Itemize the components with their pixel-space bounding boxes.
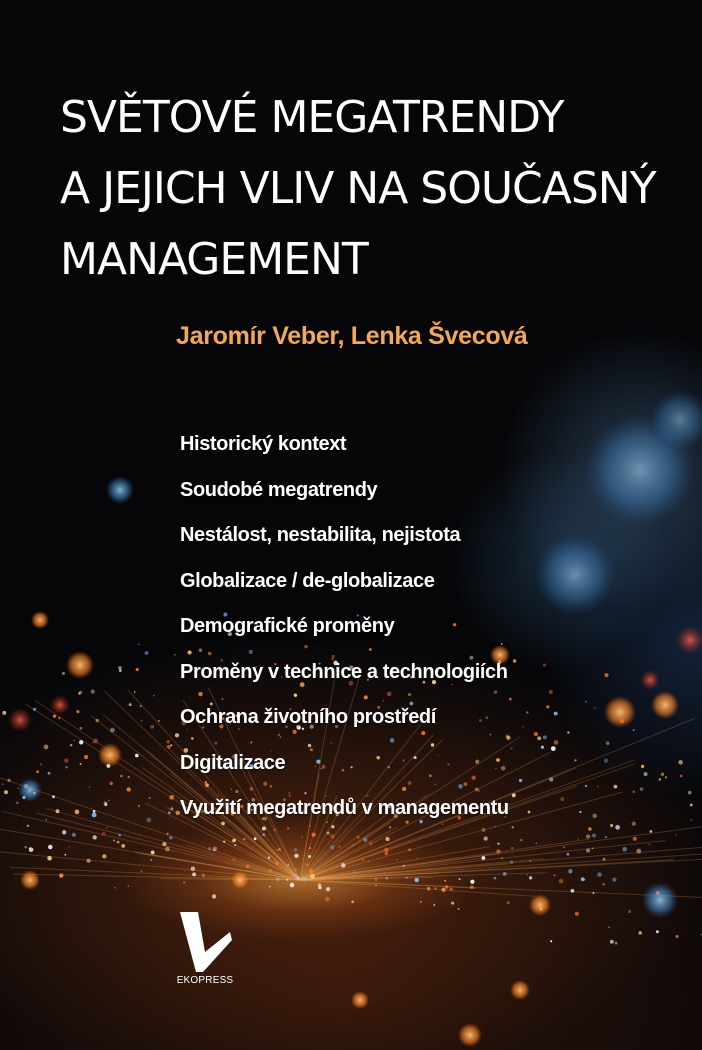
book-title xyxy=(60,82,656,295)
topic-item: Digitalizace xyxy=(180,751,286,774)
title-line-2: A JEJICH VLIV NA SOUČASNÝ xyxy=(60,163,656,214)
topic-item: Demografické proměny xyxy=(180,615,395,637)
publisher-name: EKOPRESS xyxy=(176,975,234,986)
publisher-checkmark-icon xyxy=(178,912,232,972)
topic-item: Využití megatrendů v managementu xyxy=(180,797,509,819)
topic-item: Proměny v technice a technologiích xyxy=(180,660,508,683)
topic-item: Ochrana životního prostředí xyxy=(180,706,436,728)
book-authors: Jaromír Veber, Lenka Švecová xyxy=(176,322,528,350)
topic-item: Globalizace / de-globalizace xyxy=(180,569,435,592)
publisher-logo xyxy=(170,912,240,992)
topic-item: Historický kontext xyxy=(180,433,347,455)
topic-item: Soudobé megatrendy xyxy=(180,478,378,501)
topic-item: Nestálost, nestabilita, nejistota xyxy=(180,524,461,546)
title-line-3: MANAGEMENT xyxy=(60,234,368,285)
topics-list xyxy=(180,422,509,832)
title-line-1: SVĚTOVÉ MEGATRENDY xyxy=(60,92,564,143)
